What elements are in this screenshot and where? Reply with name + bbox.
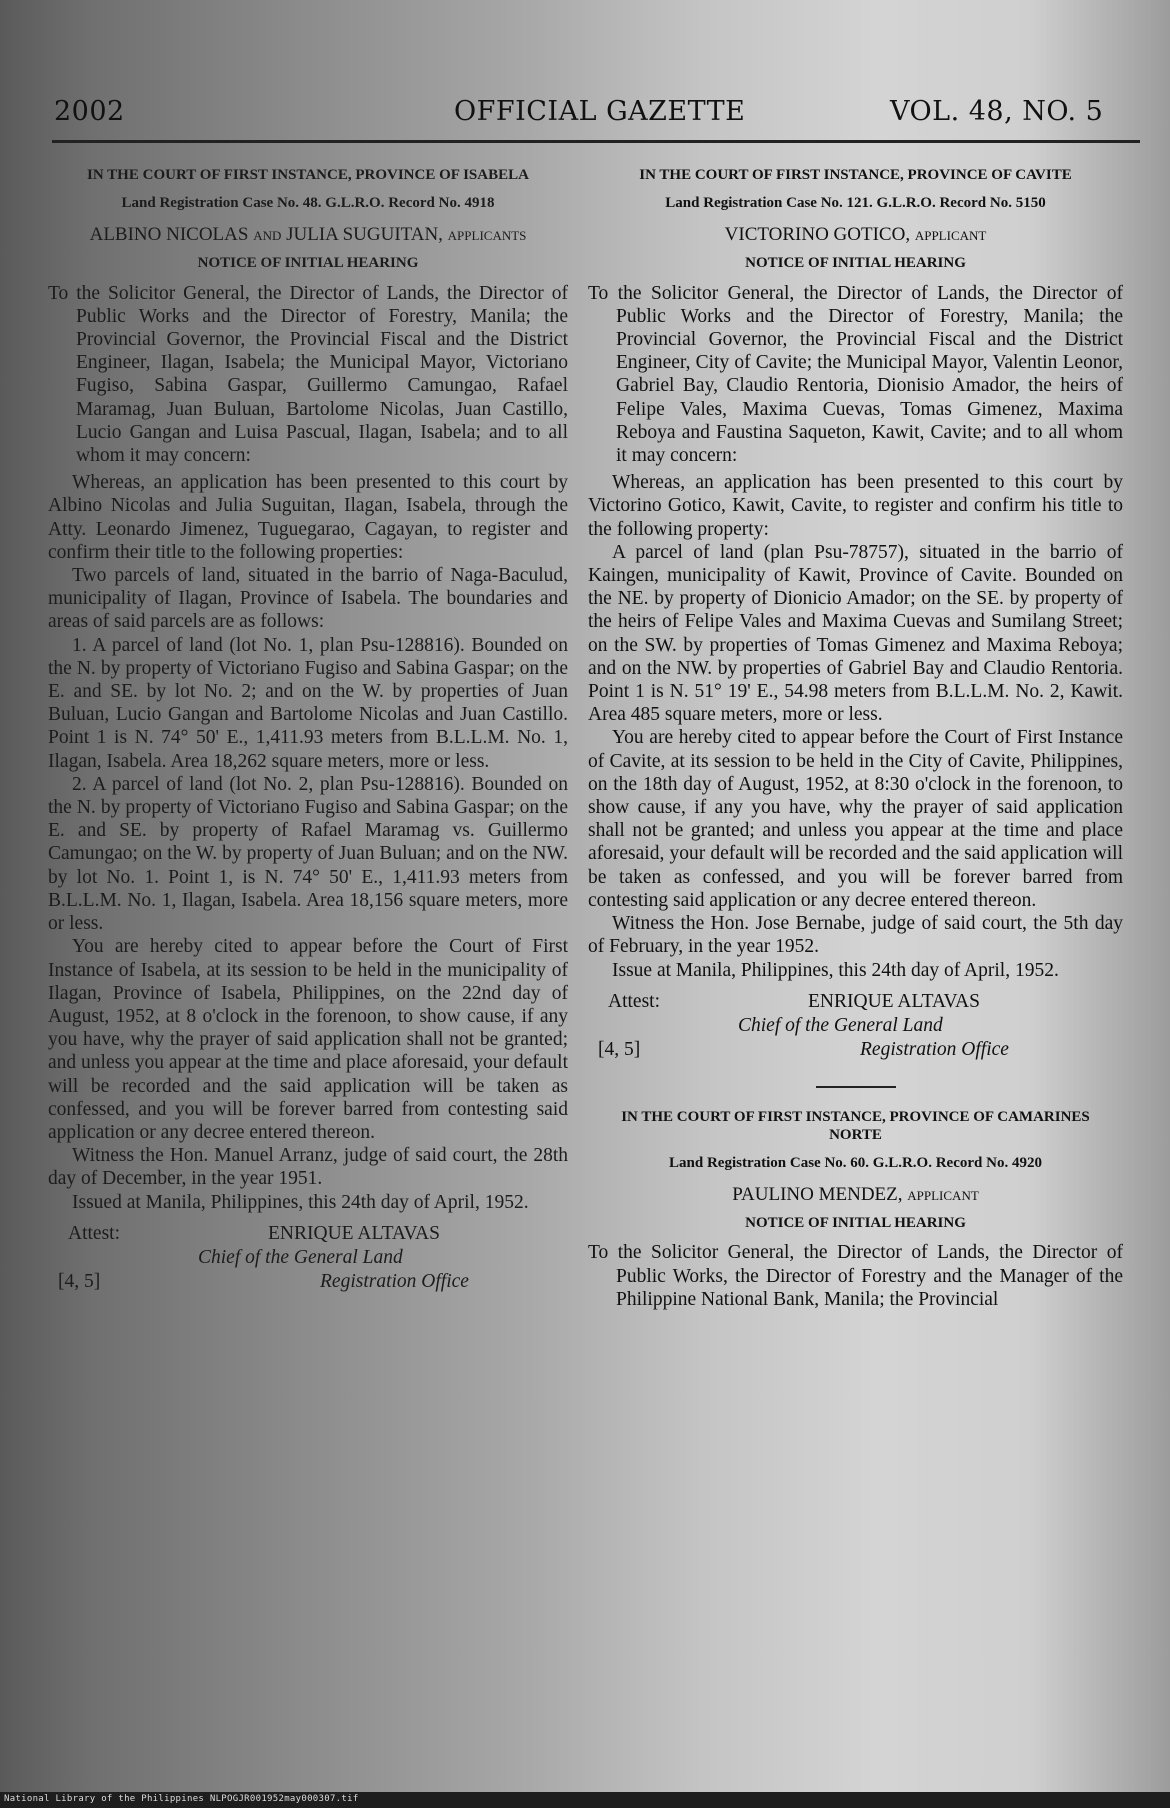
section-divider — [816, 1086, 896, 1088]
attest-name: ENRIQUE ALTAVAS — [808, 990, 980, 1012]
attest-block — [48, 1222, 568, 1300]
addressee: To the Solicitor General, the Director of Lands, the Director of Public Works and the Director of Forestry, Manila; the Provincial Governor, the Provincial Fiscal and the District Engineer, Ilagan, Isabela; the Municipal Mayor, Victoriano Fugiso, Sabina Gaspar, Guillermo Camungao, Rafael Maramag, Juan Buluan, Bartolome Nicolas, Juan Castillo, Lucio Gangan and Luisa Pascual, Ilagan, Isabela; and to all whom it may concern: — [48, 282, 568, 467]
issue-reference: [4, 5] — [58, 1270, 101, 1292]
case-record-2: G.L.R.O. Record No. 4920 — [872, 1154, 1042, 1171]
applicant: VICTORINO GOTICO, applicant — [724, 224, 987, 246]
case-prefix-2: Land Registration Case No. 60. — [669, 1154, 873, 1171]
attest-block — [588, 990, 1123, 1068]
page-number: 2002 — [54, 96, 125, 127]
gazette-title: OFFICIAL GAZETTE — [454, 96, 746, 127]
addressee: To the Solicitor General, the Director of Lands, the Director of Public Works and the Director of Forestry, Manila; the Provincial Governor, the Provincial Fiscal and the District Engineer, City of Cavite; the Municipal Mayor, Valentin Leonor, Gabriel Bay, Claudio Rentoria, Dionisio Amador, the heirs of Felipe Vales, Maxima Cuevas, Tomas Gimenez, Maxima Reboya and Faustina Saqueton, Kawit, Cavite; and to all whom it may concern: — [588, 282, 1123, 467]
parcels-intro: Two parcels of land, situated in the barrio of Naga-Baculud, municipality of Ilagan, Province of Isabela. The boundaries and areas of said parcels are as follows: — [48, 565, 568, 633]
attest-label: Attest: — [68, 1222, 120, 1244]
running-head — [50, 96, 1140, 136]
volume-number: VOL. 48, NO. 5 — [890, 96, 1104, 127]
left-column — [48, 166, 568, 1300]
witness-paragraph: Witness the Hon. Manuel Arranz, judge of said court, the 28th day of December, in the year 1951. — [48, 1145, 568, 1190]
addressee-2: To the Solicitor General, the Director of Lands, the Director of Public Works, the Director of Forestry and the Manager of the Philippine National Bank, Manila; the Provincial — [588, 1242, 1123, 1310]
scan-footer: National Library of the Philippines NLPOGJR001952may000307.tif — [4, 1794, 359, 1804]
case-record: G.L.R.O. Record No. 4918 — [325, 195, 495, 211]
cited-paragraph: You are hereby cited to appear before the Court of First Instance of Isabela, at its session to be held in the municipality of Ilagan, Province of Isabela, Philippines, on the 22nd day of August, 1952, at 8 o'clock in the forenoon, to show cause, if any you have, why the prayer of said application shall not be granted; and unless you appear at the time and place aforesaid, your default will be recorded and the said application will be taken as confessed, and you will be forever barred from contesting said application or any decree entered thereon. — [48, 936, 568, 1143]
applicant-2: PAULINO MENDEZ, applicant — [732, 1183, 979, 1205]
case-line — [48, 192, 568, 215]
cited-paragraph: You are hereby cited to appear before the Court of First Instance of Cavite, at its session to be held in the City of Cavite, Philippines, on the 18th day of August, 1952, at 8:30 o'clock in the forenoon, to show cause, if any you have, why the prayer of said application shall not be granted; and unless you appear at the time and place aforesaid, your default will be recorded and the said application will be taken as confessed, and you will be forever barred from contesting said application or any decree entered thereon. — [588, 727, 1123, 911]
lot-1: 1. A parcel of land (lot No. 1, plan Psu-128816). Bounded on the N. by property of Victoriano Fugiso and Sabina Gaspar; on the E. and SE. by lot No. 2; and on the W. by properties of Juan Buluan, Lucio Gangan and Bartolome Nicolas and Juan Castillo. Point 1 is N. 74° 50' E., 1,411.93 meters from B.L.L.M. No. 1, Ilagan, Isabela. Area 18,262 square meters, more or less. — [48, 634, 568, 772]
issued-paragraph: Issued at Manila, Philippines, this 24th day of April, 1952. — [72, 1191, 529, 1213]
case-line — [588, 192, 1123, 215]
right-column — [588, 166, 1123, 1315]
attest-label: Attest: — [608, 990, 660, 1012]
notice-heading-2: NOTICE OF INITIAL HEARING — [745, 1215, 966, 1232]
case-line-2 — [588, 1152, 1123, 1175]
lot-2: 2. A parcel of land (lot No. 2, plan Psu-128816). Bounded on the N. by property of Victoriano Fugiso and Sabina Gaspar; on the E. and SE. by property of Rafael Maramag vs. Guillermo Camungao; on the W. by property of Juan Buluan; and on the NW. by lot No. 1. Point 1, is N. 74° 50' E., 1,411.93 meters from B.L.L.M. No. 1, Ilagan, Isabela. Area 18,156 square meters, more or less. — [48, 773, 568, 935]
attest-title-1: Chief of the General Land — [198, 1246, 403, 1268]
notice-heading: NOTICE OF INITIAL HEARING — [197, 255, 419, 272]
witness-paragraph: Witness the Hon. Jose Bernabe, judge of said court, the 5th day of February, in the year 1952. — [588, 913, 1123, 958]
attest-title-2: Registration Office — [860, 1038, 1009, 1060]
header-rule — [52, 140, 1140, 143]
court-heading-2: IN THE COURT OF FIRST INSTANCE, PROVINCE OF CAMARINES NORTE — [621, 1108, 1090, 1143]
applicants: ALBINO NICOLAS and JULIA SUGUITAN, applicants — [89, 224, 527, 246]
issued-paragraph: Issue at Manila, Philippines, this 24th day of April, 1952. — [612, 959, 1059, 981]
whereas-paragraph: Whereas, an application has been presented to this court by Victorino Gotico, Kawit, Cavite, to register and confirm his title to the following property: — [588, 472, 1123, 540]
case-record: G.L.R.O. Record No. 5150 — [876, 195, 1046, 211]
attest-name: ENRIQUE ALTAVAS — [268, 1222, 440, 1244]
parcel-description: A parcel of land (plan Psu-78757), situated in the barrio of Kaingen, municipality of Kawit, Province of Cavite. Bounded on the NE. by property of Dionicio Amador; on the SE. by property of the heirs of Felipe Vales and Maxima Cuevas and Sumilang Street; on the SW. by properties of Tomas Gimenez and Maxima Reboya; and on the NW. by properties of Gabriel Bay and Claudio Rentoria. Point 1 is N. 51° 19' E., 54.98 meters from B.L.L.M. No. 2, Kawit. Area 485 square meters, more or less. — [588, 541, 1123, 726]
case-prefix: Land Registration Case No. 48. — [121, 195, 326, 211]
case-prefix: Land Registration Case No. 121. — [665, 195, 877, 211]
attest-title-2: Registration Office — [320, 1270, 469, 1292]
issue-reference: [4, 5] — [598, 1038, 641, 1060]
court-heading: IN THE COURT OF FIRST INSTANCE, PROVINCE OF CAVITE — [639, 167, 1072, 183]
notice-heading: NOTICE OF INITIAL HEARING — [745, 255, 966, 272]
attest-title-1: Chief of the General Land — [738, 1014, 943, 1036]
court-heading: IN THE COURT OF FIRST INSTANCE, PROVINCE OF ISABELA — [87, 167, 529, 183]
whereas-paragraph: Whereas, an application has been presented to this court by Albino Nicolas and Julia Suguitan, Ilagan, Isabela, through the Atty. Leonardo Jimenez, Tuguegarao, Cagayan, to register and confirm their title to the following properties: — [48, 472, 568, 563]
